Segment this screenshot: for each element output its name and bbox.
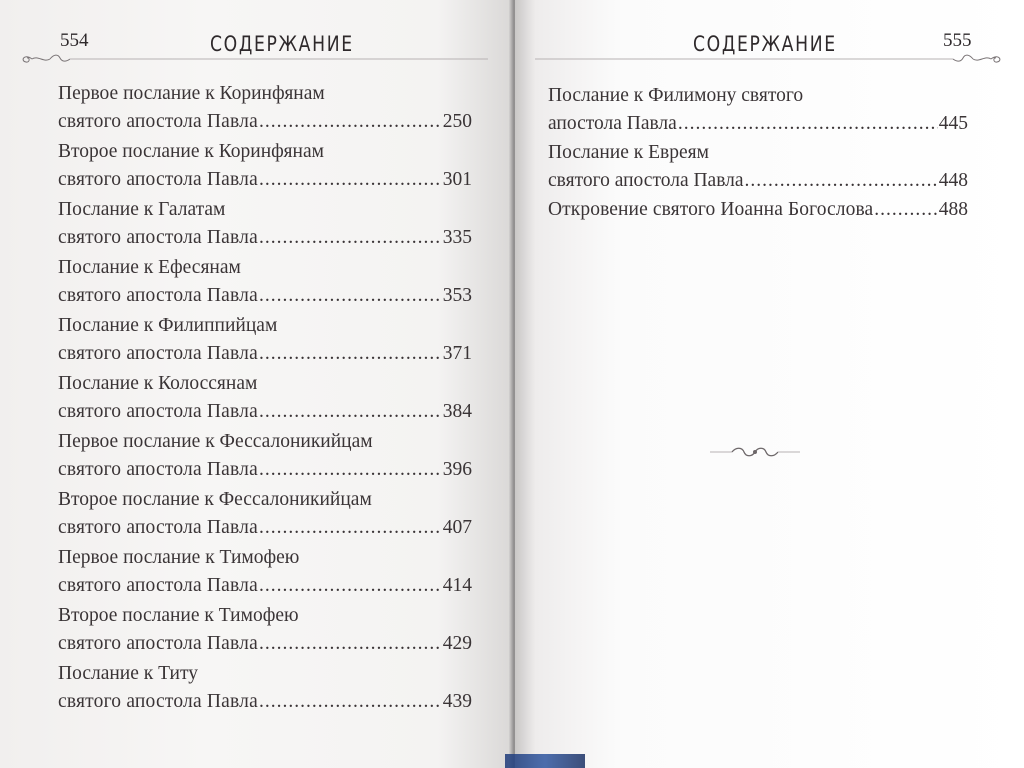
toc-entry bbox=[548, 139, 968, 195]
dot-leader bbox=[874, 196, 937, 224]
toc-entry-title: Послание к Галатам bbox=[58, 199, 226, 220]
toc-page-number: 250 bbox=[442, 111, 472, 132]
toc-entry bbox=[548, 196, 968, 224]
toc-entry-title: Второе послание к Тимофею bbox=[58, 605, 299, 626]
toc-page-number: 353 bbox=[442, 285, 472, 306]
toc-entry-subtitle: святого апостола Павла bbox=[58, 459, 258, 480]
toc-entry-line bbox=[58, 224, 472, 252]
dot-leader bbox=[259, 108, 442, 136]
toc-page-number: 396 bbox=[442, 459, 472, 480]
toc-page-number: 301 bbox=[442, 169, 472, 190]
flourish-icon bbox=[710, 444, 800, 460]
toc-entry-subtitle: святого апостола Павла bbox=[58, 111, 258, 132]
flourish-icon bbox=[18, 52, 488, 66]
dot-leader bbox=[259, 166, 442, 194]
toc-entry-line bbox=[58, 166, 472, 194]
toc-entry-subtitle: Откровение святого Иоанна Богослова bbox=[548, 199, 874, 220]
toc-entry-title: Послание к Евреям bbox=[548, 142, 709, 163]
dot-leader bbox=[678, 110, 938, 138]
toc-entry-line bbox=[58, 340, 472, 368]
toc-entry bbox=[58, 80, 472, 136]
toc-entry bbox=[58, 370, 472, 426]
toc-page-number: 384 bbox=[442, 401, 472, 422]
dot-leader bbox=[259, 456, 442, 484]
toc-entry-line bbox=[548, 196, 968, 224]
toc-entry-subtitle: святого апостола Павла bbox=[58, 517, 258, 538]
toc-page-number: 407 bbox=[442, 517, 472, 538]
toc-entry bbox=[58, 486, 472, 542]
dot-leader bbox=[259, 340, 442, 368]
toc-entry-title: Второе послание к Фессалоникийцам bbox=[58, 489, 372, 510]
running-header: СОДЕРЖАНИЕ bbox=[693, 32, 837, 56]
flourish-icon bbox=[535, 52, 1005, 66]
toc-entry-subtitle: святого апостола Павла bbox=[58, 227, 258, 248]
toc-entry-subtitle: святого апостола Павла bbox=[58, 169, 258, 190]
book-cover-edge bbox=[505, 754, 585, 768]
toc-entry-line bbox=[58, 572, 472, 600]
toc-entry-title: Первое послание к Тимофею bbox=[58, 547, 300, 568]
toc-page-number: 335 bbox=[442, 227, 472, 248]
toc-entry-subtitle: святого апостола Павла bbox=[548, 170, 744, 191]
toc-entry-subtitle: святого апостола Павла bbox=[58, 401, 258, 422]
toc-entry-subtitle: святого апостола Павла bbox=[58, 691, 258, 712]
toc-entry-line bbox=[58, 282, 472, 310]
toc-entry-line bbox=[58, 456, 472, 484]
toc-entry-line bbox=[58, 514, 472, 542]
dot-leader bbox=[259, 398, 442, 426]
table-of-contents bbox=[548, 82, 968, 225]
right-page bbox=[515, 0, 1024, 768]
toc-entry-title: Послание к Филимону святого bbox=[548, 85, 804, 106]
dot-leader bbox=[745, 167, 938, 195]
toc-entry bbox=[58, 544, 472, 600]
toc-entry bbox=[548, 82, 968, 138]
toc-entry-title: Первое послание к Коринфянам bbox=[58, 83, 325, 104]
toc-page-number: 414 bbox=[442, 575, 472, 596]
toc-entry-title: Первое послание к Фессалоникийцам bbox=[58, 431, 373, 452]
toc-entry-line bbox=[58, 398, 472, 426]
toc-entry-subtitle: святого апостола Павла bbox=[58, 633, 258, 654]
toc-entry-subtitle: святого апостола Павла bbox=[58, 285, 258, 306]
toc-entry bbox=[58, 428, 472, 484]
toc-entry-subtitle: святого апостола Павла bbox=[58, 343, 258, 364]
dot-leader bbox=[259, 224, 442, 252]
toc-entry bbox=[58, 312, 472, 368]
toc-entry bbox=[58, 196, 472, 252]
dot-leader bbox=[259, 688, 442, 716]
toc-entry bbox=[58, 602, 472, 658]
dot-leader bbox=[259, 514, 442, 542]
toc-page-number: 439 bbox=[442, 691, 472, 712]
toc-entry-line bbox=[548, 110, 968, 138]
toc-entry-title: Второе послание к Коринфянам bbox=[58, 141, 324, 162]
toc-entry-line bbox=[58, 108, 472, 136]
toc-page-number: 488 bbox=[938, 199, 968, 220]
toc-entry-title: Послание к Колоссянам bbox=[58, 373, 258, 394]
toc-entry-title: Послание к Филиппийцам bbox=[58, 315, 278, 336]
toc-entry-line bbox=[58, 688, 472, 716]
page-number: 554 bbox=[60, 30, 89, 51]
toc-entry-subtitle: святого апостола Павла bbox=[58, 575, 258, 596]
toc-entry-title: Послание к Титу bbox=[58, 663, 198, 684]
toc-entry bbox=[58, 254, 472, 310]
page-number: 555 bbox=[943, 30, 972, 51]
table-of-contents bbox=[58, 80, 472, 718]
toc-entry bbox=[58, 138, 472, 194]
running-header: СОДЕРЖАНИЕ bbox=[210, 32, 354, 56]
dot-leader bbox=[259, 282, 442, 310]
dot-leader bbox=[259, 630, 442, 658]
toc-entry-subtitle: апостола Павла bbox=[548, 113, 677, 134]
toc-entry bbox=[58, 660, 472, 716]
toc-page-number: 429 bbox=[442, 633, 472, 654]
toc-entry-line bbox=[548, 167, 968, 195]
toc-page-number: 445 bbox=[938, 113, 968, 134]
toc-entry-title: Послание к Ефесянам bbox=[58, 257, 241, 278]
toc-page-number: 448 bbox=[938, 170, 968, 191]
toc-entry-line bbox=[58, 630, 472, 658]
toc-page-number: 371 bbox=[442, 343, 472, 364]
dot-leader bbox=[259, 572, 442, 600]
